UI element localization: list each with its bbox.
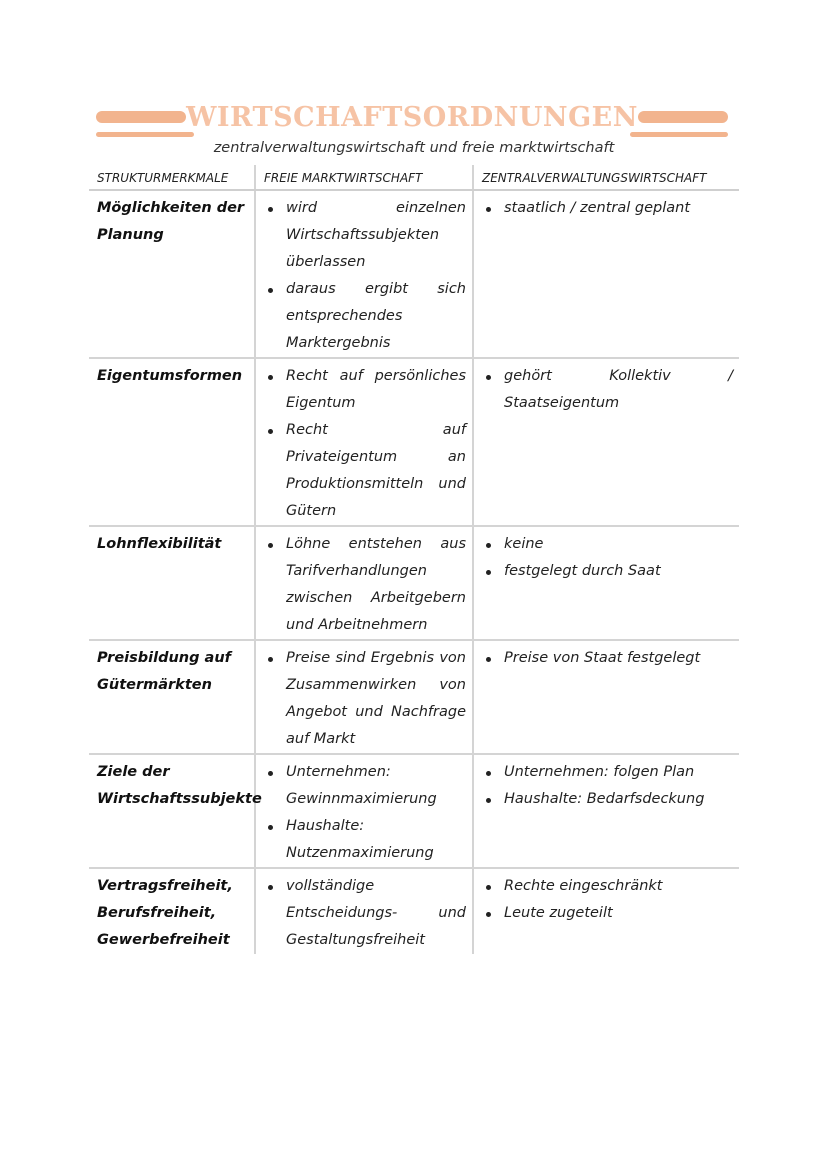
central-economy-cell xyxy=(473,526,739,640)
free-market-cell xyxy=(255,640,473,754)
table-row xyxy=(89,190,739,358)
header-free-market: FREIE MARKTWIRTSCHAFT xyxy=(255,165,473,190)
bullet-list xyxy=(482,759,733,813)
table-row xyxy=(89,640,739,754)
list-item: daraus ergibt sich entsprechendes Marktergebnis xyxy=(286,276,466,357)
table-row xyxy=(89,526,739,640)
list-item: wird einzelnen Wirtschaftssubjekten überlassen xyxy=(286,195,466,276)
list-item: Preise von Staat festgelegt xyxy=(504,645,733,672)
table-row xyxy=(89,358,739,526)
list-item: Haushalte: Bedarfsdeckung xyxy=(504,786,733,813)
title-banner xyxy=(96,100,728,140)
table-header-row xyxy=(89,165,739,190)
list-item: Recht auf persönliches Eigentum xyxy=(286,363,466,417)
criterion-cell: Vertragsfreiheit, Berufsfreiheit, Gewerbefreiheit xyxy=(97,878,233,948)
list-item: Recht auf Privateigentum an Produktionsmitteln und Gütern xyxy=(286,417,466,525)
header-central-economy: ZENTRALVERWALTUNGSWIRTSCHAFT xyxy=(473,165,739,190)
central-economy-cell xyxy=(473,358,739,526)
list-item: Unternehmen: folgen Plan xyxy=(504,759,733,786)
page-subtitle: zentralverwaltungswirtschaft und freie marktwirtschaft xyxy=(213,140,615,156)
list-item: Löhne entstehen aus Tarifverhandlungen zwischen Arbeitgebern und Arbeitnehmern xyxy=(286,531,466,639)
table-row xyxy=(89,868,739,954)
bullet-list xyxy=(482,195,733,222)
list-item: vollständige Entscheidungs- und Gestaltungsfreiheit xyxy=(286,873,466,954)
bullet-list xyxy=(482,531,733,585)
bullet-list xyxy=(264,873,466,954)
list-item: gehört Kollektiv / Staatseigentum xyxy=(504,363,733,417)
bullet-list xyxy=(482,873,733,927)
free-market-cell xyxy=(255,868,473,954)
criterion-cell: Ziele der Wirtschaftssubjekte xyxy=(89,754,255,868)
central-economy-cell xyxy=(473,190,739,358)
free-market-cell xyxy=(255,754,473,868)
criterion-cell: Lohnflexibilität xyxy=(89,526,255,640)
bullet-list xyxy=(264,759,466,867)
criterion-cell: Möglichkeiten der Planung xyxy=(89,190,255,358)
central-economy-cell xyxy=(473,640,739,754)
bullet-list xyxy=(264,195,466,357)
page-title: WIRTSCHAFTSORDNUNGEN xyxy=(186,102,638,133)
free-market-cell xyxy=(255,190,473,358)
list-item: Rechte eingeschränkt xyxy=(504,873,733,900)
comparison-table xyxy=(89,165,739,954)
central-economy-cell xyxy=(473,868,739,954)
bullet-list xyxy=(482,645,733,672)
criterion-cell: Eigentumsformen xyxy=(89,358,255,526)
table-row xyxy=(89,754,739,868)
bullet-list xyxy=(264,645,466,753)
list-item: festgelegt durch Saat xyxy=(504,558,733,585)
bullet-list xyxy=(482,363,733,417)
list-item: Haushalte: Nutzenmaximierung xyxy=(286,813,466,867)
central-economy-cell xyxy=(473,754,739,868)
free-market-cell xyxy=(255,358,473,526)
list-item: keine xyxy=(504,531,733,558)
bullet-list xyxy=(264,363,466,525)
list-item: Leute zugeteilt xyxy=(504,900,733,927)
list-item: Preise sind Ergebnis von Zusammenwirken von Angebot und Nachfrage auf Markt xyxy=(286,645,466,753)
list-item: Unternehmen: Gewinnmaximierung xyxy=(286,759,466,813)
header-criteria: STRUKTURMERKMALE xyxy=(89,165,255,190)
free-market-cell xyxy=(255,526,473,640)
criterion-cell: Preisbildung auf Gütermärkten xyxy=(89,640,255,754)
list-item: staatlich / zentral geplant xyxy=(504,195,733,222)
bullet-list xyxy=(264,531,466,639)
